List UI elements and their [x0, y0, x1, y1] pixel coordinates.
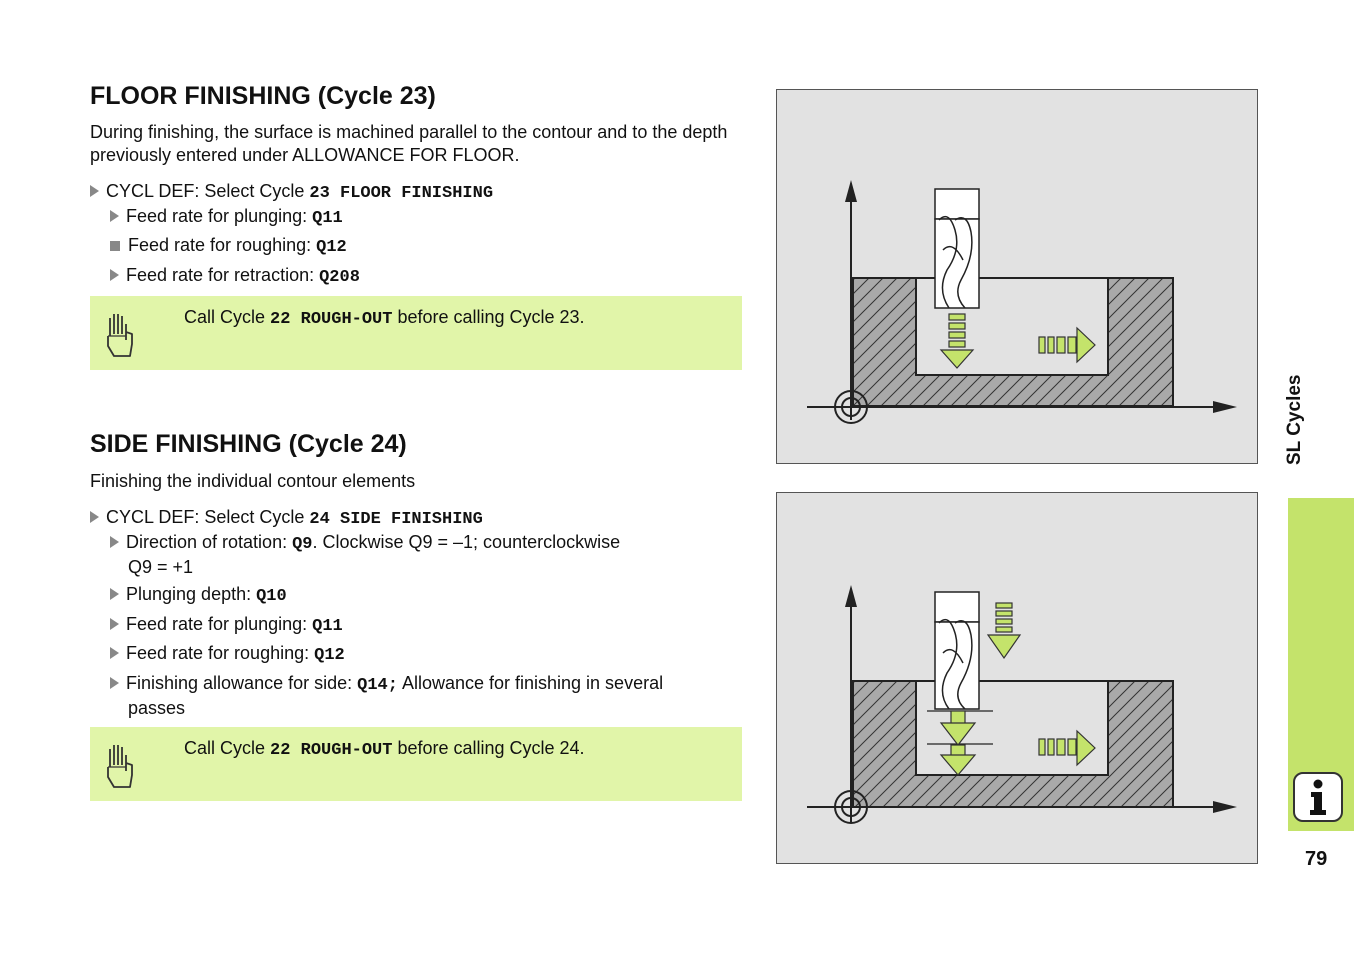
section1-param [110, 234, 347, 259]
section2-param [110, 613, 343, 638]
param-code: Q11 [312, 209, 343, 228]
param-code: Q12 [316, 238, 347, 257]
param-code: Q11 [312, 617, 343, 636]
cycl-def-label: CYCL DEF: Select Cycle [106, 507, 310, 527]
info-glyph-icon [1295, 774, 1341, 820]
triangle-bullet-icon [110, 536, 119, 548]
triangle-bullet-icon [110, 269, 119, 281]
triangle-bullet-icon [90, 185, 99, 197]
triangle-bullet-icon [110, 588, 119, 600]
section1-param [110, 205, 343, 230]
param-label: Finishing allowance for side: [126, 673, 358, 693]
section1-param [110, 264, 360, 289]
cycl-def-label: CYCL DEF: Select Cycle [106, 181, 310, 201]
note-text: Call Cycle 22 ROUGH-OUT before calling Cycle 24. [184, 738, 585, 760]
triangle-bullet-icon [110, 647, 119, 659]
section2-cycl-def [90, 506, 483, 531]
section1-intro: During finishing, the surface is machined parallel to the contour and to the depth previously entered under ALLOWANCE FOR FLOOR. [90, 122, 728, 165]
info-icon[interactable] [1293, 772, 1343, 822]
cycl-def-code: 23 FLOOR FINISHING [309, 184, 494, 203]
triangle-bullet-icon [90, 511, 99, 523]
section2-param [110, 642, 345, 667]
param-label: Direction of rotation: [126, 532, 293, 552]
retract-arrow-icon [988, 603, 1020, 658]
param-label: Feed rate for plunging: [126, 614, 313, 634]
param-code: Q208 [319, 268, 360, 287]
side-finishing-figure [776, 492, 1258, 864]
triangle-bullet-icon [110, 210, 119, 222]
section1-note [90, 296, 742, 370]
section1-cycl-def [90, 180, 493, 205]
side-finishing-diagram [777, 493, 1257, 863]
triangle-bullet-icon [110, 677, 119, 689]
floor-finishing-diagram [777, 90, 1257, 463]
section2-param [110, 583, 287, 608]
section2-note [90, 727, 742, 801]
param-label: Feed rate for plunging: [126, 206, 313, 226]
floor-finishing-figure [776, 89, 1258, 464]
param-label: Feed rate for roughing: [128, 235, 317, 255]
param-code: Q14; [357, 676, 398, 695]
chapter-label: SL Cycles [1284, 374, 1305, 465]
cycl-def-code: 24 SIDE FINISHING [309, 510, 483, 529]
section1-title: FLOOR FINISHING (Cycle 23) [90, 82, 436, 110]
pointing-hand-icon [104, 310, 136, 358]
param-code: Q9 [292, 535, 313, 554]
pointing-hand-icon [104, 741, 136, 789]
section2-param: Finishing allowance for side: Q14; Allowance for finishing in several passes [110, 672, 740, 720]
param-label: Feed rate for roughing: [126, 643, 315, 663]
param-label: Plunging depth: [126, 584, 257, 604]
section2-title: SIDE FINISHING (Cycle 24) [90, 430, 407, 458]
page-number: 79 [1305, 848, 1328, 870]
section2-intro: Finishing the individual contour elements [90, 471, 416, 491]
param-label: Feed rate for retraction: [126, 265, 320, 285]
param-code: Q12 [314, 646, 345, 665]
note-text: Call Cycle 22 ROUGH-OUT before calling Cycle 23. [184, 307, 585, 329]
square-bullet-icon [110, 241, 120, 251]
triangle-bullet-icon [110, 618, 119, 630]
param-code: Q10 [256, 587, 287, 606]
section2-param: Direction of rotation: Q9. Clockwise Q9 = –1; counterclockwise Q9 = +1 [110, 531, 730, 579]
